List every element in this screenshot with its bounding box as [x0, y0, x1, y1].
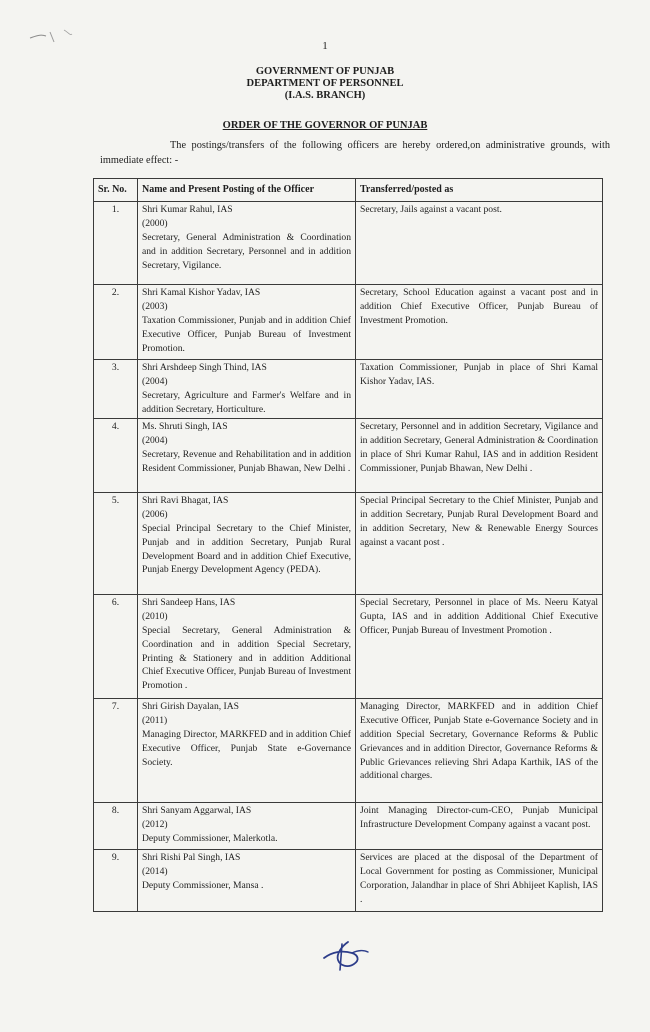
sr-no-cell: 9. [94, 849, 138, 911]
handwritten-initials-signature [318, 938, 370, 972]
transferred-cell: Secretary, Jails against a vacant post. [356, 201, 603, 284]
sr-no-cell: 1. [94, 201, 138, 284]
transferred-cell: Services are placed at the disposal of the Department of Local Government for posting as Commissioner, Municipal Corporation, Jalandhar in place of Shri Abhijeet Kaplish, IAS . [356, 849, 603, 911]
sr-no-cell: 8. [94, 802, 138, 849]
transferred-cell: Joint Managing Director-cum-CEO, Punjab Municipal Infrastructure Development Company against a vacant post. [356, 802, 603, 849]
transferred-cell: Secretary, Personnel and in addition Secretary, Vigilance and in addition Secretary, General Administration & Coordination in place of Shri Kumar Rahul, IAS and in addition Resident Commissioner, Punjab Bhawan, New Delhi . [356, 418, 603, 492]
sr-no-cell: 5. [94, 492, 138, 594]
officer-name: Shri Girish Dayalan, IAS [142, 700, 239, 712]
scan-stray-marks [28, 24, 88, 50]
transferred-cell: Taxation Commissioner, Punjab in place of Shri Kamal Kishor Yadav, IAS. [356, 359, 603, 418]
officer-cell [138, 802, 356, 849]
officer-batch: (2011) [142, 714, 168, 726]
officer-cell [138, 284, 356, 359]
officer-batch: (2006) [142, 508, 168, 520]
present-posting: Secretary, General Administration & Coordination and in addition Secretary, Personnel and in addition Secretary, Vigilance. [142, 231, 351, 271]
officer-name: Shri Rishi Pal Singh, IAS [142, 851, 241, 863]
table-row [94, 802, 603, 849]
table-row [94, 418, 603, 492]
officer-name: Shri Sandeep Hans, IAS [142, 596, 236, 608]
table-row [94, 849, 603, 911]
officer-name: Shri Kamal Kishor Yadav, IAS [142, 286, 261, 298]
present-posting: Secretary, Revenue and Rehabilitation and in addition Resident Commissioner, Punjab Bhawan, New Delhi . [142, 448, 351, 474]
table-header-row [94, 179, 603, 202]
table-row [94, 492, 603, 594]
header-name-present-posting: Name and Present Posting of the Officer [138, 179, 356, 202]
table-row [94, 284, 603, 359]
header-branch: (I.A.S. BRANCH) [284, 90, 366, 101]
sr-no-cell: 7. [94, 698, 138, 802]
transferred-cell: Special Secretary, Personnel in place of Ms. Neeru Katyal Gupta, IAS and in addition Additional Chief Executive Officer, Punjab Bureau of Investment Promotion . [356, 594, 603, 698]
header-government: GOVERNMENT OF PUNJAB [255, 66, 395, 77]
officer-batch: (2010) [142, 610, 168, 622]
officer-batch: (2000) [142, 217, 168, 229]
postings-table [93, 178, 603, 912]
present-posting: Deputy Commissioner, Malerkotla. [142, 832, 278, 844]
present-posting: Special Principal Secretary to the Chief Minister, Punjab and in addition Secretary, Punjab Rural Development Board and in addition Chief Executive, Punjab Energy Development Agency (PEDA). [142, 522, 351, 576]
present-posting: Special Secretary, General Administration & Coordination and in addition Special Secretary, Printing & Stationery and in addition Additional Chief Executive Officer, Punjab Bureau of Investment Promotion . [142, 624, 351, 692]
present-posting: Secretary, Agriculture and Farmer's Welfare and in addition Secretary, Horticulture. [142, 389, 351, 415]
officer-cell [138, 359, 356, 418]
officer-batch: (2003) [142, 300, 168, 312]
officer-batch: (2014) [142, 865, 168, 877]
sr-no-cell: 4. [94, 418, 138, 492]
officer-cell [138, 594, 356, 698]
officer-name: Shri Kumar Rahul, IAS [142, 203, 233, 215]
officer-batch: (2012) [142, 818, 168, 830]
officer-batch: (2004) [142, 434, 168, 446]
intro-paragraph: The postings/transfers of the following officers are hereby ordered,on administrative grounds, with immediate effect: - [100, 140, 610, 166]
officer-cell [138, 418, 356, 492]
officer-cell [138, 849, 356, 911]
officer-cell [138, 201, 356, 284]
sr-no-cell: 2. [94, 284, 138, 359]
transferred-cell: Secretary, School Education against a vacant post and in addition Chief Executive Officer, Punjab Bureau of Investment Promotion. [356, 284, 603, 359]
sr-no-cell: 3. [94, 359, 138, 418]
transferred-cell: Managing Director, MARKFED and in addition Chief Executive Officer, Punjab State e-Governance Society and in addition Special Secretary, Governance Reforms & Public Grievances and in addition Director, Governance Reforms & Public Grievances relieving Shri Adapa Karthik, IAS of the additional charges. [356, 698, 603, 802]
sr-no-cell: 6. [94, 594, 138, 698]
order-title: ORDER OF THE GOVERNOR OF PUNJAB [222, 120, 428, 131]
table-row [94, 359, 603, 418]
header-department: DEPARTMENT OF PERSONNEL [246, 78, 404, 89]
transferred-cell: Special Principal Secretary to the Chief Minister, Punjab and in addition Secretary, Punjab Rural Development Board and in addition Secretary, New & Renewable Energy Sources against a vacant post . [356, 492, 603, 594]
officer-name: Ms. Shruti Singh, IAS [142, 420, 228, 432]
officer-name: Shri Ravi Bhagat, IAS [142, 494, 229, 506]
header-transferred-posted-as: Transferred/posted as [356, 179, 603, 202]
present-posting: Managing Director, MARKFED and in addition Chief Executive Officer, Punjab State e-Governance Society. [142, 728, 351, 768]
officer-batch: (2004) [142, 375, 168, 387]
table-row [94, 594, 603, 698]
present-posting: Deputy Commissioner, Mansa . [142, 879, 264, 891]
header-sr-no: Sr. No. [94, 179, 138, 202]
officer-cell [138, 698, 356, 802]
officer-cell [138, 492, 356, 594]
table-row [94, 201, 603, 284]
table-row [94, 698, 603, 802]
officer-name: Shri Arshdeep Singh Thind, IAS [142, 361, 267, 373]
document-header [0, 66, 650, 102]
present-posting: Taxation Commissioner, Punjab and in addition Chief Executive Officer, Punjab Bureau of Investment Promotion. [142, 314, 351, 354]
page-number: 1 [322, 40, 328, 52]
officer-name: Shri Sanyam Aggarwal, IAS [142, 804, 252, 816]
